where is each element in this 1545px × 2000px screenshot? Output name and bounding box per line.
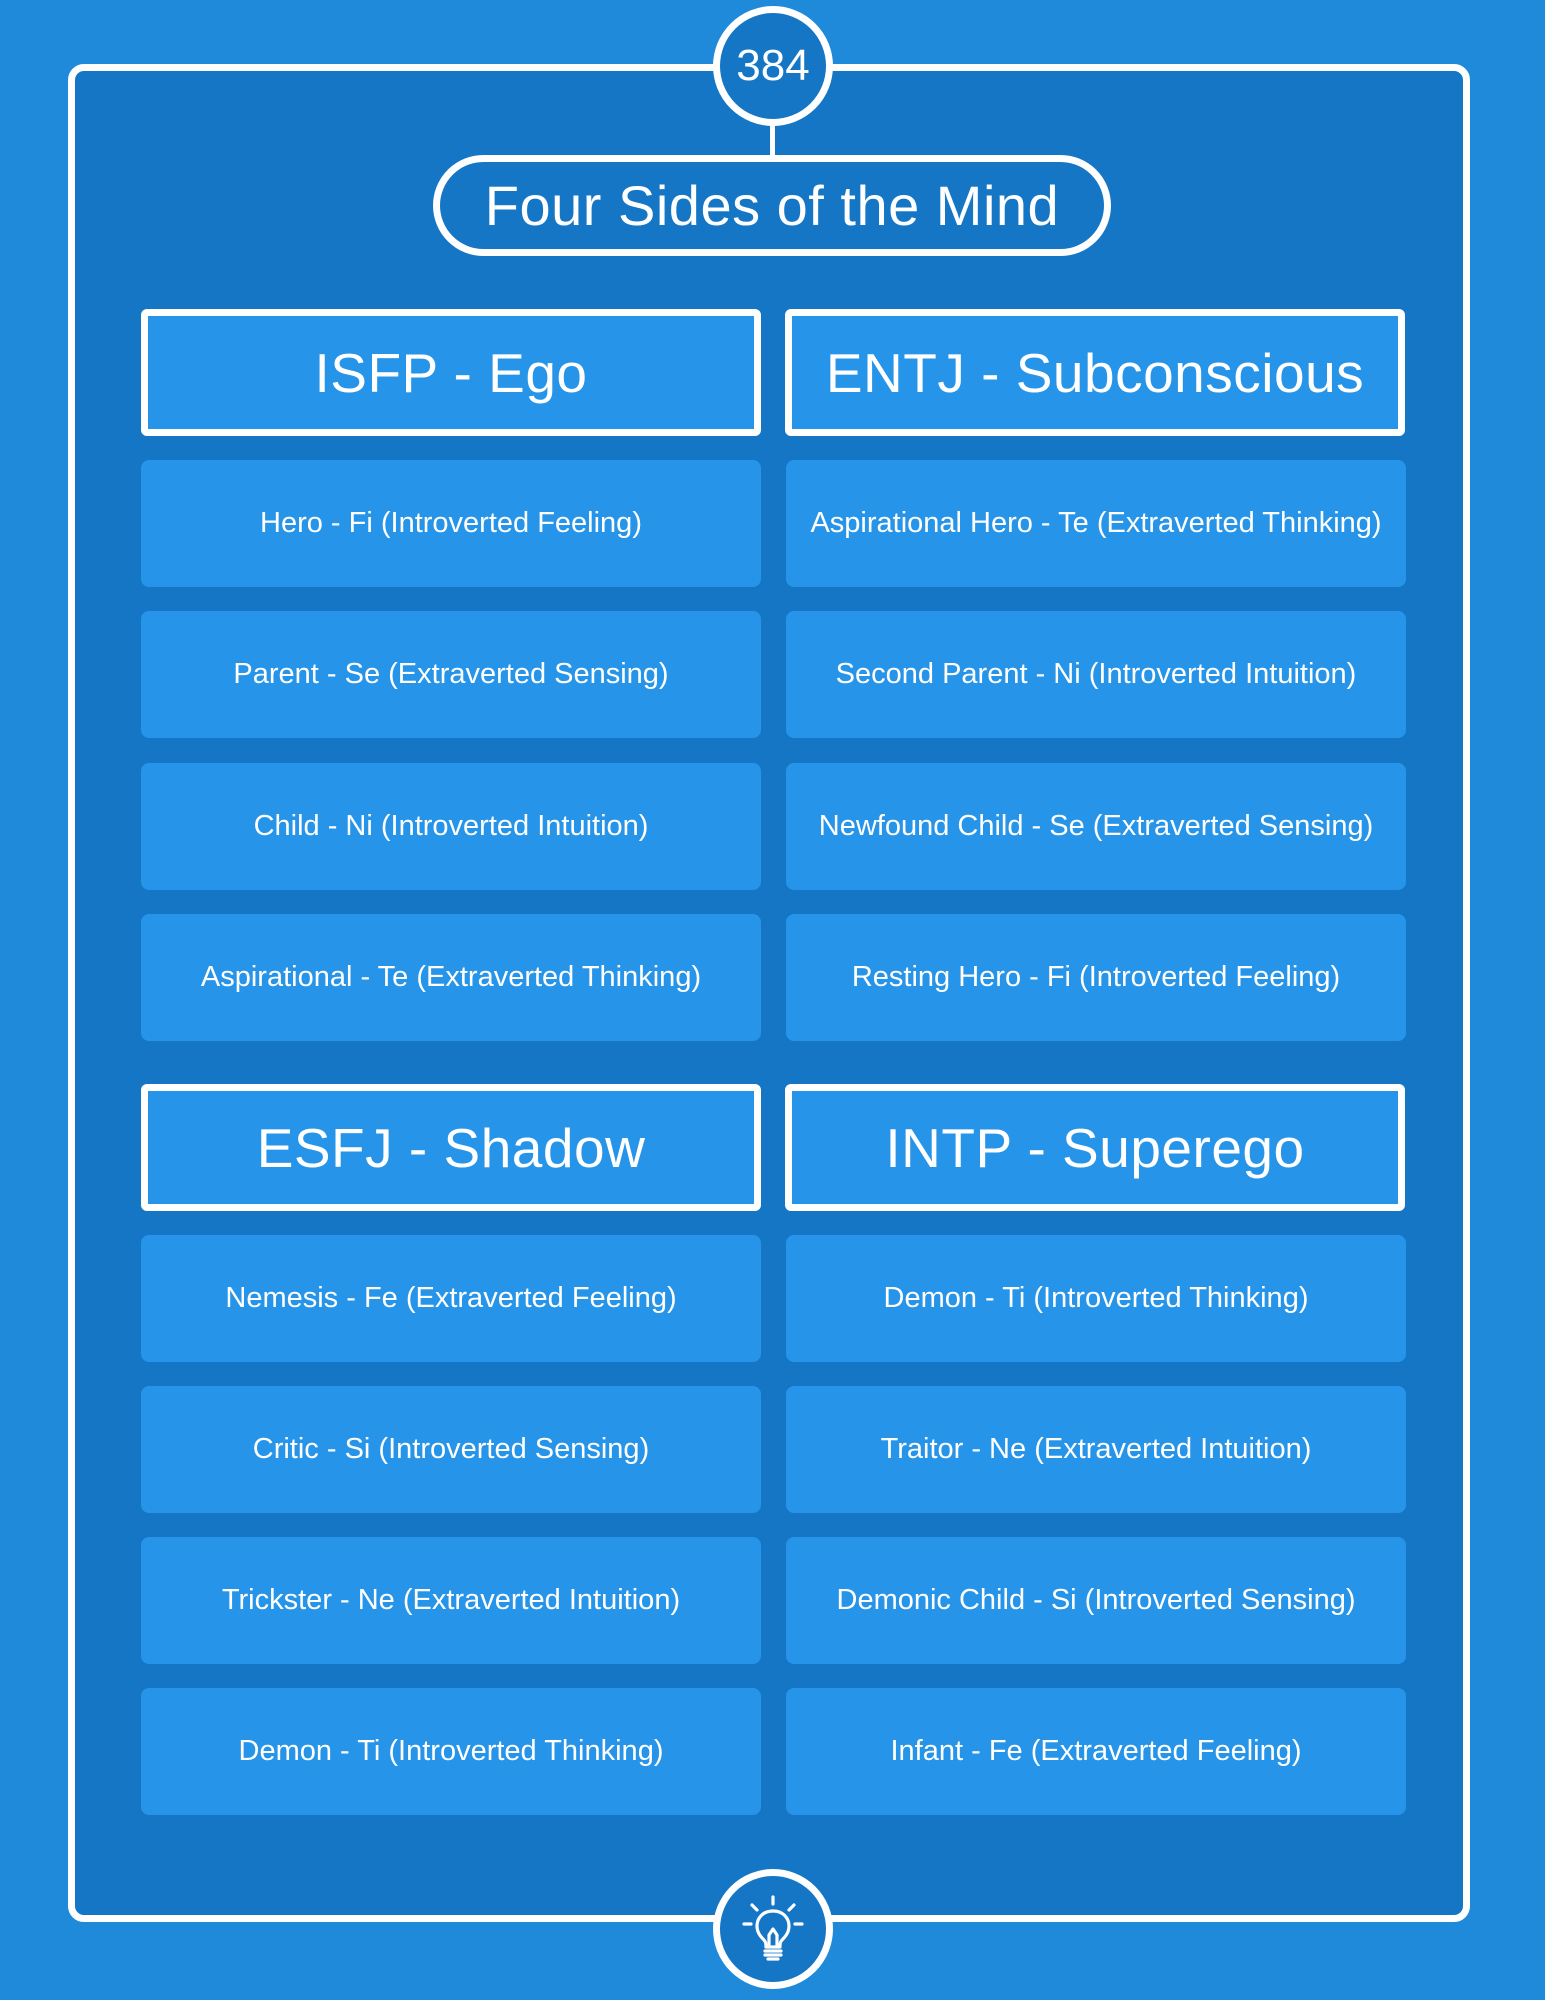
function-label: Aspirational - Te (Extraverted Thinking) [200,961,702,993]
function-box [786,1386,1406,1513]
function-label: Demon - Ti (Introverted Thinking) [238,1735,664,1767]
section-header-subconscious [785,309,1405,436]
page-title-text: Four Sides of the Mind [484,174,1060,237]
function-box [141,763,761,890]
function-label: Critic - Si (Introverted Sensing) [252,1433,650,1465]
section-header-superego [785,1084,1405,1211]
section-header-shadow [141,1084,761,1211]
lightbulb-badge [713,1869,833,1989]
function-label: Second Parent - Ni (Introverted Intuition) [835,658,1357,690]
function-box [141,1688,761,1815]
function-box [141,1537,761,1664]
function-label: Demon - Ti (Introverted Thinking) [883,1282,1309,1314]
function-label: Child - Ni (Introverted Intuition) [253,810,649,842]
function-label: Resting Hero - Fi (Introverted Feeling) [851,961,1341,993]
section-header-ego [141,309,761,436]
function-box [141,914,761,1041]
function-box [786,611,1406,738]
function-label: Demonic Child - Si (Introverted Sensing) [836,1584,1356,1616]
page-title [433,155,1111,256]
page-number: 384 [736,41,810,90]
lightbulb-icon [735,1891,811,1967]
section-header-label: INTP - Superego [885,1116,1305,1179]
function-box [141,460,761,587]
function-box [786,763,1406,890]
page-number-badge [713,6,833,126]
function-box [786,1235,1406,1362]
function-label: Infant - Fe (Extraverted Feeling) [890,1735,1302,1767]
function-box [141,1386,761,1513]
section-header-label: ENTJ - Subconscious [825,341,1365,404]
function-label: Parent - Se (Extraverted Sensing) [233,658,669,690]
function-box [141,1235,761,1362]
function-label: Nemesis - Fe (Extraverted Feeling) [225,1282,677,1314]
function-box [786,914,1406,1041]
section-header-label: ESFJ - Shadow [256,1116,646,1179]
function-label: Newfound Child - Se (Extraverted Sensing) [818,810,1374,842]
function-box [786,460,1406,587]
function-label: Trickster - Ne (Extraverted Intuition) [221,1584,681,1616]
function-label: Aspirational Hero - Te (Extraverted Thinking) [810,507,1382,539]
function-label: Hero - Fi (Introverted Feeling) [260,507,642,539]
function-box [141,611,761,738]
function-box [786,1688,1406,1815]
section-header-label: ISFP - Ego [314,341,588,404]
function-box [786,1537,1406,1664]
function-label: Traitor - Ne (Extraverted Intuition) [880,1433,1312,1465]
